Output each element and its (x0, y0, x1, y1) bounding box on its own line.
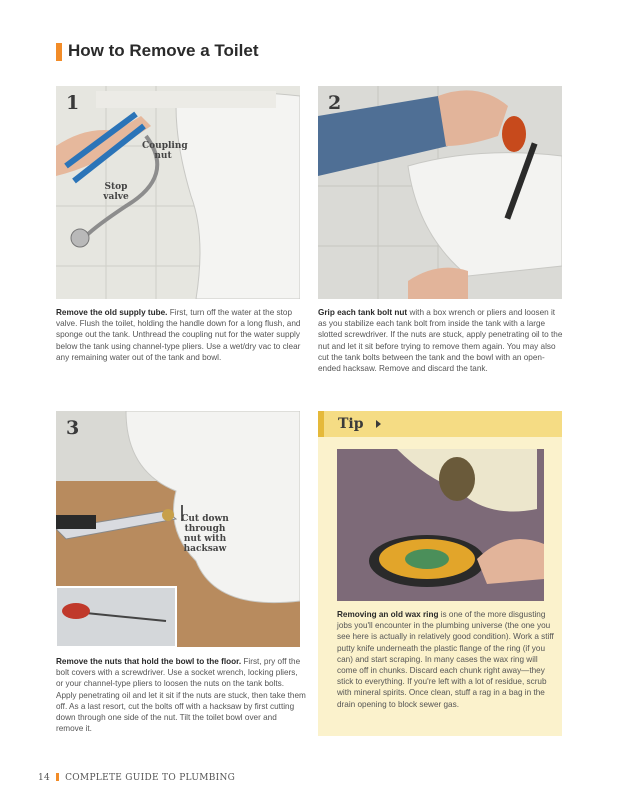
step-2-photo (318, 86, 562, 299)
stop-valve-callout: Stop valve (103, 182, 129, 202)
coupling-nut-callout: Coupling nut (142, 141, 188, 161)
step-3-caption: Remove the nuts that hold the bowl to the floor. First, pry off the bolt covers with a screwdriver. Use a socket wrench, locking pliers, or your channel-type pliers to loosen the nuts on the tank bolts. Apply penetrating oil and let it sit if the nuts are stuck, then take them off. As a last resort, cut the bolts off with a hacksaw by first cutting down through one side of the nut. Tilt the toilet bowl over and remove it. (56, 657, 306, 734)
tip-header (318, 411, 562, 437)
page-number: 14 (38, 773, 51, 783)
tip-caption: Removing an old wax ring is one of the more disgusting jobs you'll encounter in the plumbing universe (the one you see here is actually in relatively good condition). Work a stiff putty knife underneath the plastic flange of the ring (if you can) and start scraping. In many cases the wax ring will come off in chunks. Discard each chunk right away—they stick to everything. If you're left with a lot of residue, scrub with mineral spirits. Once clean, stuff a rag in a bag in the drain opening to block sewer gas. (337, 610, 554, 709)
step-3-number: 3 (66, 417, 80, 439)
step-2-illustration (318, 86, 562, 299)
tip-illustration (337, 449, 544, 601)
step-1-number: 1 (66, 92, 80, 114)
title-accent-bar (56, 43, 62, 61)
tip-label: Tip (338, 416, 364, 432)
page-footer (38, 773, 235, 783)
book-title: COMPLETE GUIDE TO PLUMBING (65, 773, 236, 783)
tip-box (318, 411, 562, 736)
page-title: How to Remove a Toilet (68, 41, 259, 60)
footer-separator (56, 773, 59, 781)
step-1-photo (56, 86, 300, 299)
step-2-caption: Grip each tank bolt nut with a box wrench or pliers and loosen it as you stabilize each tank bolt from inside the tank with a large slotted screwdriver. If the nuts are stuck, apply penetrating oil to the nut and let it sit before trying to remove them again. You may also cut the tank bolts between the tank and the bowl with an open-ended hacksaw. Remove and discard the tank. (318, 308, 563, 374)
step-2-number: 2 (328, 92, 342, 114)
tip-photo (337, 449, 544, 601)
cut-down-callout: Cut down through nut with hacksaw (181, 514, 229, 554)
tip-header-accent (318, 411, 324, 437)
step-1-caption: Remove the old supply tube. First, turn off the water at the stop valve. Flush the toilet, holding the handle down for a long flush, and sponge out the tank. Unthread the coupling nut for the water supply below the tank using channel-type pliers. Use a wet/dry vac to clear any remaining water out of the tank and bowl. (56, 308, 301, 362)
tip-arrow-icon (376, 420, 381, 428)
step-3-photo (56, 411, 300, 647)
step-1-illustration (56, 86, 300, 299)
